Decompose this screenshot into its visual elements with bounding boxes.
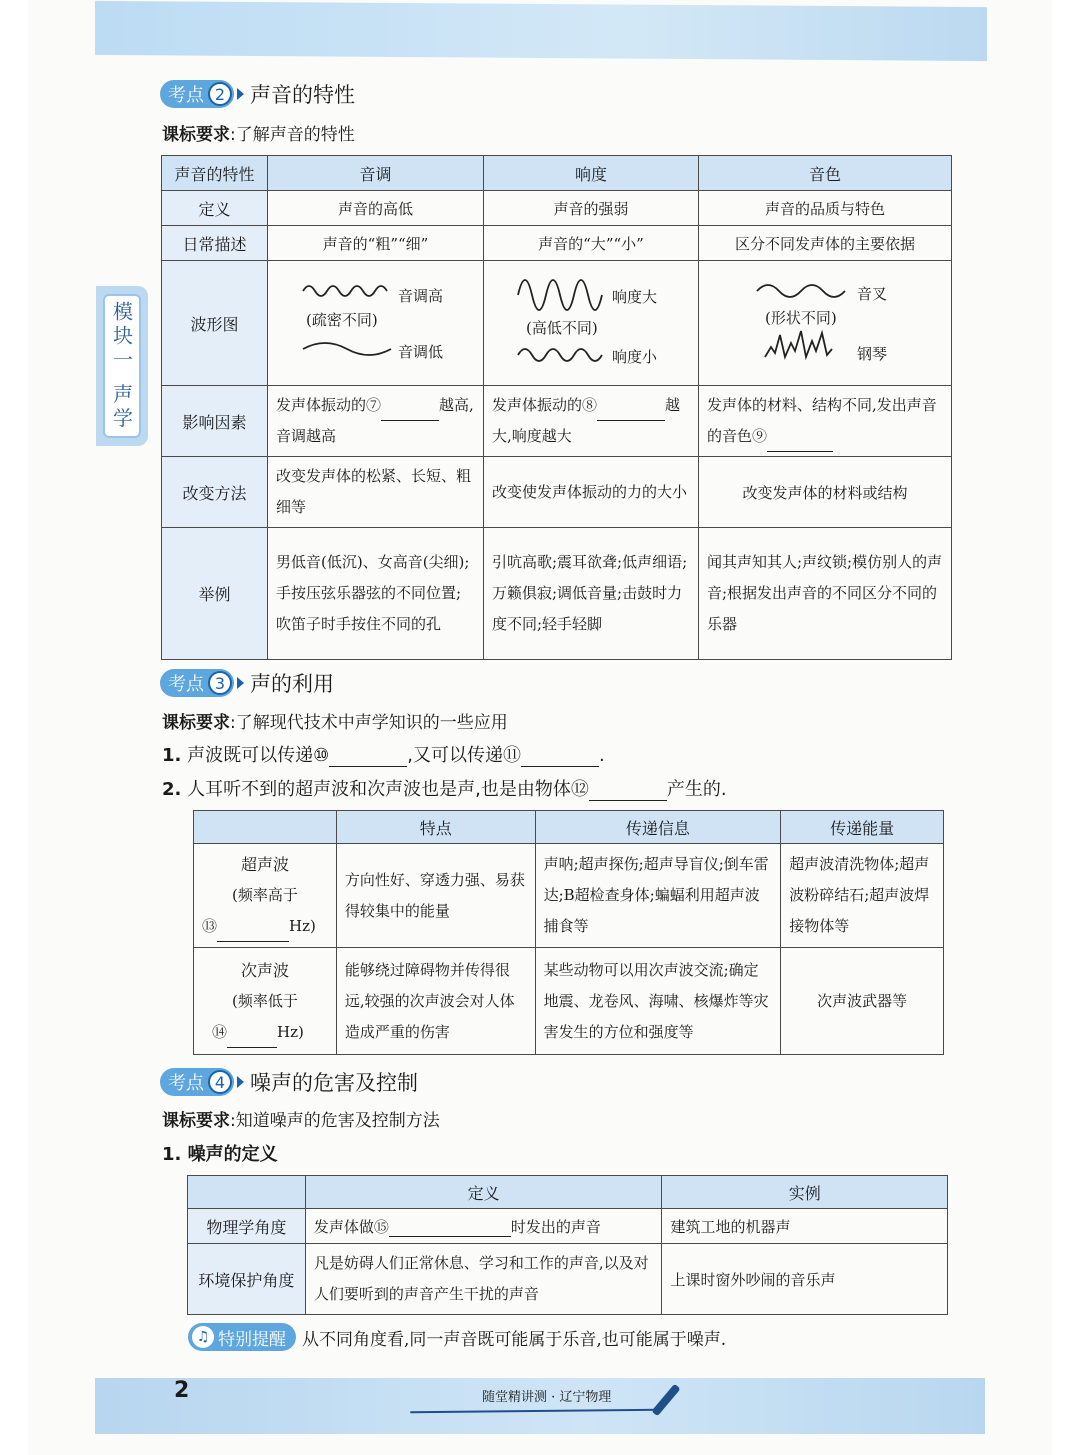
item-text: . <box>598 745 605 766</box>
row-head: 举例 <box>162 528 268 660</box>
freq-unit: Hz) <box>289 917 316 935</box>
table-cell: 声音的强弱 <box>484 191 699 226</box>
row-head: 定义 <box>162 191 268 226</box>
table-header: 定义 <box>305 1176 662 1209</box>
table-cell: 上课时窗外吵闹的音乐声 <box>662 1244 948 1315</box>
loudness-waveform-cell <box>484 261 699 386</box>
answer-blank <box>389 1236 511 1237</box>
table-cell: 建筑工地的机器声 <box>662 1209 948 1244</box>
answer-blank <box>589 800 667 801</box>
footer-title: 随堂精讲测 · 辽宁物理 <box>482 1390 612 1405</box>
section-3-item-2 <box>162 775 727 801</box>
req-text: :知道噪声的危害及控制方法 <box>230 1111 440 1131</box>
loudness-low-label: 响度小 <box>612 348 658 366</box>
req-text: :了解现代技术中声学知识的一些应用 <box>230 713 508 733</box>
item-number: 2. <box>162 779 182 800</box>
pitch-note-label: (疏密不同) <box>306 311 378 329</box>
pitch-factor-cell <box>268 386 484 457</box>
table-cell: 次声波武器等 <box>781 948 944 1055</box>
timbre-factor-cell <box>699 386 952 457</box>
top-band <box>95 1 987 61</box>
pitch-high-label: 音调高 <box>398 287 444 305</box>
item-text: 产生的. <box>666 779 727 800</box>
table-cell: 超声波清洗物体;超声波粉碎结石;超声波焊接物体等 <box>781 844 944 948</box>
item-number: 1. <box>162 745 182 766</box>
badge-label: 考点 <box>168 1073 204 1094</box>
item-text: 人耳听不到的超声波和次声波也是声,也是由物体⑫ <box>187 779 589 800</box>
section-4-title: 噪声的危害及控制 <box>250 1071 418 1095</box>
row-head: 改变方法 <box>162 457 268 528</box>
section-3-title: 声的利用 <box>250 672 334 696</box>
timbre-waveform-cell <box>699 261 952 386</box>
freq-mark: ⑬ <box>202 917 218 935</box>
req-text: :了解声音的特性 <box>230 125 355 145</box>
table-header: 传递信息 <box>535 811 781 844</box>
answer-blank <box>227 1047 277 1048</box>
arrow-icon <box>237 88 244 100</box>
table-cell: 声音的高低 <box>268 191 484 226</box>
tip-text: 从不同角度看,同一声音既可能属于乐音,也可能属于噪声. <box>302 1329 727 1350</box>
cell-text: 时发出的声音 <box>510 1217 601 1236</box>
table-header: 传递能量 <box>781 811 944 844</box>
answer-blank <box>217 941 289 942</box>
row-head: 物理学角度 <box>188 1209 306 1244</box>
answer-blank <box>767 451 833 452</box>
badge-label: 考点 <box>168 674 204 695</box>
answer-blank <box>521 766 599 767</box>
req-label: 课标要求 <box>162 713 230 733</box>
table-header: 实例 <box>662 1176 948 1209</box>
ultrasound-name: 超声波 <box>240 855 289 874</box>
module-side-tab <box>96 286 148 446</box>
table-cell: 改变发声体的材料或结构 <box>699 457 952 528</box>
section-2-requirement <box>162 120 355 145</box>
row-head: 影响因素 <box>162 386 268 457</box>
table-header: 特点 <box>336 811 535 844</box>
table-cell: 改变发声体的松紧、长短、粗细等 <box>268 457 484 528</box>
badge-number: 2 <box>208 82 232 106</box>
table-header: 响度 <box>484 156 699 191</box>
table-header: 音色 <box>699 156 952 191</box>
pitch-low-label: 音调低 <box>398 343 444 361</box>
freq-text: (频率低于 <box>232 991 298 1010</box>
badge-number: 4 <box>208 1070 232 1094</box>
badge-number: 3 <box>208 671 232 695</box>
row-head: 环境保护角度 <box>188 1244 306 1315</box>
req-label: 课标要求 <box>162 1111 230 1131</box>
row-head: 波形图 <box>162 261 268 386</box>
infrasound-head-cell <box>194 948 337 1055</box>
special-tip <box>188 1323 726 1351</box>
table-cell: 改变使发声体振动的力的大小 <box>484 457 699 528</box>
section-2-badge <box>160 80 234 108</box>
answer-blank <box>381 420 439 421</box>
freq-unit: Hz) <box>277 1022 304 1041</box>
tip-badge <box>188 1323 296 1351</box>
infrasound-name: 次声波 <box>240 960 289 980</box>
row-head: 日常描述 <box>162 226 268 261</box>
answer-blank <box>597 420 665 421</box>
table-cell: 方向性好、穿透力强、易获得较集中的能量 <box>336 844 535 948</box>
table-header <box>188 1176 306 1209</box>
section-4-subheading: 1. 噪声的定义 <box>162 1144 278 1165</box>
pitch-waveform-cell <box>268 261 484 386</box>
table-cell: 区分不同发声体的主要依据 <box>699 226 952 261</box>
section-3-heading <box>160 667 334 699</box>
sound-usage-table <box>193 810 944 1055</box>
page-number: 2 <box>174 1378 190 1403</box>
bell-icon: ♫ <box>192 1326 214 1348</box>
item-text: ,又可以传递⑪ <box>407 745 521 766</box>
section-3-item-1 <box>162 741 605 767</box>
section-3-badge <box>160 669 234 697</box>
section-4-heading <box>160 1066 418 1098</box>
req-label: 课标要求 <box>162 125 230 145</box>
loudness-factor-cell <box>484 386 699 457</box>
table-cell: 男低音(低沉)、女高音(尖细);手按压弦乐器弦的不同位置;吹笛子时手按住不同的孔 <box>268 528 484 660</box>
section-4-badge <box>160 1068 234 1096</box>
freq-text: (频率高于 <box>232 886 298 904</box>
table-cell: 声音的“粗”“细” <box>268 226 484 261</box>
cell-text: 发声体振动的⑧ <box>492 396 598 414</box>
section-3-requirement <box>162 708 508 733</box>
freq-mark: ⑭ <box>212 1022 228 1041</box>
timbre-fork-label: 音叉 <box>857 285 888 303</box>
cell-text: 发声体振动的⑦ <box>276 396 382 414</box>
module-side-tab-label: 模块一 声学 <box>103 294 141 438</box>
table-cell: 声音的“大”“小” <box>484 226 699 261</box>
table-header: 音调 <box>268 156 484 191</box>
cell-text: 越高,音调越高 <box>276 396 474 445</box>
loudness-high-label: 响度大 <box>612 288 658 306</box>
arrow-icon <box>237 1076 244 1088</box>
cell-text: 发声体做⑮ <box>313 1217 389 1236</box>
answer-blank <box>329 766 407 767</box>
table-cell: 引吭高歌;震耳欲聋;低声细语;万籁俱寂;调低音量;击鼓时力度不同;轻手轻脚 <box>484 528 699 660</box>
sound-characteristics-table <box>161 155 952 660</box>
table-cell: 某些动物可以用次声波交流;确定地震、龙卷风、海啸、核爆炸等灾害发生的方位和强度等 <box>535 948 781 1055</box>
table-header: 声音的特性 <box>162 156 268 191</box>
ultrasound-head-cell <box>194 844 337 948</box>
table-cell: 声呐;超声探伤;超声导盲仪;倒车雷达;B超检查身体;蝙蝠利用超声波捕食等 <box>535 844 781 948</box>
loudness-note-label: (高低不同) <box>526 319 598 337</box>
table-cell: 闻其声知其人;声纹锁;模仿别人的声音;根据发出声音的不同区分不同的乐器 <box>699 528 952 660</box>
physics-definition-cell <box>305 1209 662 1244</box>
table-cell: 能够绕过障碍物并传得很远,较强的次声波会对人体造成严重的伤害 <box>336 948 535 1055</box>
noise-definition-table <box>187 1175 948 1315</box>
section-2-heading <box>160 78 355 110</box>
table-header <box>194 811 337 844</box>
timbre-piano-label: 钢琴 <box>857 345 888 363</box>
tip-label: 特别提醒 <box>218 1329 286 1350</box>
timbre-note-label: (形状不同) <box>765 309 837 327</box>
cell-text: 越大,响度越大 <box>492 396 681 445</box>
badge-label: 考点 <box>168 85 204 106</box>
cell-text: 发声体的材料、结构不同,发出声音的音色⑨ <box>707 396 937 445</box>
arrow-icon <box>237 677 244 689</box>
table-cell: 凡是妨碍人们正常休息、学习和工作的声音,以及对人们要听到的声音产生干扰的声音 <box>305 1244 662 1315</box>
table-cell: 声音的品质与特色 <box>699 191 952 226</box>
section-2-title: 声音的特性 <box>250 83 355 107</box>
section-4-requirement <box>162 1106 440 1131</box>
item-text: 声波既可以传递⑩ <box>187 745 330 766</box>
